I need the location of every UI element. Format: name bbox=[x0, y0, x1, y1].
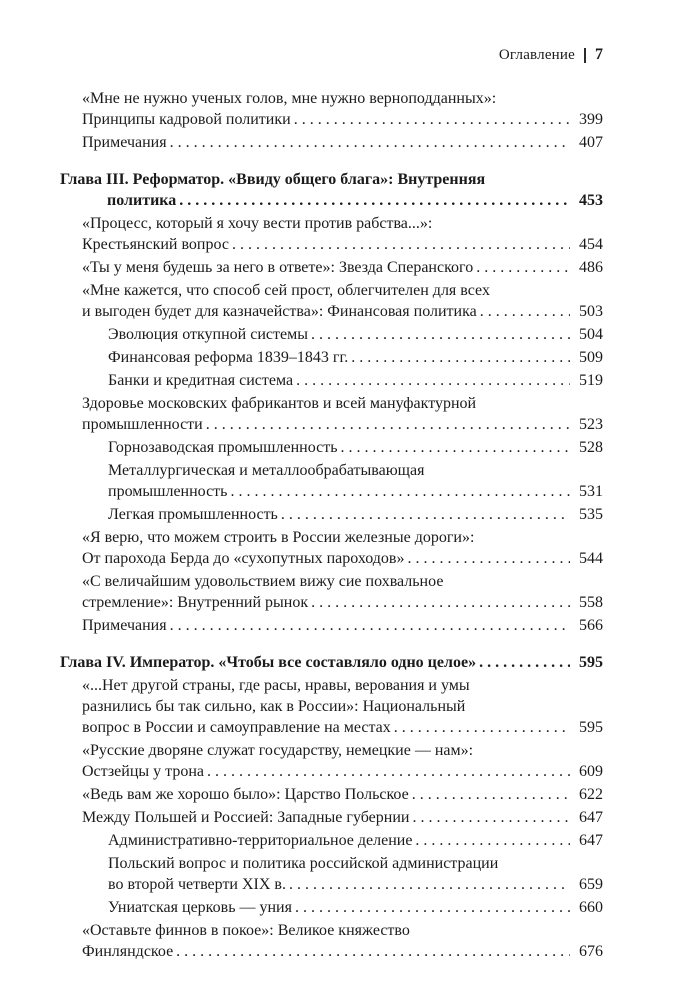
toc-entry bbox=[108, 347, 603, 368]
toc-entry-text: Примечания bbox=[82, 617, 167, 634]
toc-entry bbox=[108, 504, 603, 525]
toc-line bbox=[82, 615, 603, 636]
toc-entry-text: «С величайшим удовольствием вижу сие похвальное bbox=[82, 573, 444, 590]
toc-page-number: 519 bbox=[579, 372, 603, 389]
page-header bbox=[60, 46, 603, 64]
toc-entry-text: «Русские дворяне служат государству, немецкие — нам»: bbox=[82, 742, 474, 759]
toc-line bbox=[60, 169, 603, 190]
toc-dot-leader bbox=[232, 234, 570, 255]
toc-page-number: 523 bbox=[579, 416, 603, 433]
toc-entry-text: Эволюция откупной системы bbox=[108, 326, 308, 343]
toc-dot-leader bbox=[311, 592, 570, 613]
toc-line bbox=[108, 481, 603, 502]
toc-entry-text: Металлургическая и металлообрабатывающая bbox=[108, 462, 425, 479]
toc-entry-text: Униатская церковь — уния bbox=[108, 899, 292, 916]
toc-page-number: 399 bbox=[579, 111, 603, 128]
toc-line bbox=[108, 830, 603, 851]
toc-line bbox=[82, 548, 603, 569]
toc-entry-text: вопрос в России и самоуправление на местах bbox=[82, 719, 391, 736]
toc-page-number: 676 bbox=[579, 943, 603, 960]
toc-page-number: 486 bbox=[579, 259, 603, 276]
toc-entry-text: политика bbox=[107, 192, 177, 209]
toc-entry-text: «Мне не нужно ученых голов, мне нужно верноподданных»: bbox=[82, 90, 497, 107]
toc-entry bbox=[108, 437, 603, 458]
toc-page-number: 566 bbox=[579, 617, 603, 634]
toc-page-number: 660 bbox=[579, 899, 603, 916]
toc-line bbox=[108, 897, 603, 918]
toc-line bbox=[82, 280, 603, 301]
toc-entry-text: Между Польшей и Россией: Западные губернии bbox=[82, 809, 410, 826]
toc-line bbox=[82, 571, 603, 592]
toc-entry bbox=[82, 280, 603, 322]
toc-dot-leader bbox=[415, 830, 570, 851]
toc-line bbox=[82, 257, 603, 278]
toc-dot-leader bbox=[480, 301, 570, 322]
toc-page-number: 659 bbox=[579, 876, 603, 893]
toc-dot-leader bbox=[176, 941, 570, 962]
toc-entry-text: Здоровье московских фабрикантов и всей мануфактурной bbox=[82, 395, 477, 412]
toc-entry-text: Примечания bbox=[82, 134, 167, 151]
toc-entry bbox=[82, 88, 603, 130]
toc-entry bbox=[82, 807, 603, 828]
toc-entry-text: «...Нет другой страны, где расы, нравы, верования и умы bbox=[82, 677, 470, 694]
toc-line bbox=[108, 853, 603, 874]
toc-line bbox=[82, 88, 603, 109]
toc-line bbox=[82, 784, 603, 805]
toc-dot-leader bbox=[289, 874, 570, 895]
toc-dot-leader bbox=[351, 347, 570, 368]
toc-line bbox=[82, 717, 603, 738]
toc-entry-text: Горнозаводская промышленность bbox=[108, 439, 338, 456]
toc-dot-leader bbox=[294, 109, 570, 130]
toc-entry-text: разнились бы так сильно, как в России»: Национальный bbox=[82, 698, 466, 715]
toc-dot-leader bbox=[230, 481, 570, 502]
toc-dot-leader bbox=[170, 132, 570, 153]
toc-line bbox=[82, 109, 603, 130]
toc-line bbox=[82, 301, 603, 322]
toc-dot-leader bbox=[207, 761, 570, 782]
toc-dot-leader bbox=[479, 652, 570, 673]
toc-dot-leader bbox=[412, 807, 570, 828]
toc-entry bbox=[82, 920, 603, 962]
toc-entry bbox=[108, 830, 603, 851]
toc-entry-text: Крестьянский вопрос bbox=[82, 236, 229, 253]
toc-entry-text: «Процесс, который я хочу вести против рабства...»: bbox=[82, 215, 433, 232]
toc-entry bbox=[82, 740, 603, 782]
toc-page-number: 595 bbox=[579, 719, 603, 736]
toc-entry-text: «Оставьте финнов в покое»: Великое княжество bbox=[82, 922, 410, 939]
table-of-contents bbox=[60, 88, 603, 962]
toc-entry-text: и выгоден будет для казначейства»: Финансовая политика bbox=[82, 303, 477, 320]
toc-entry-text: промышленность bbox=[108, 483, 228, 500]
toc-line bbox=[82, 234, 603, 255]
toc-line bbox=[82, 592, 603, 613]
toc-line bbox=[60, 652, 603, 673]
toc-page-number: 622 bbox=[579, 786, 603, 803]
toc-entry bbox=[82, 257, 603, 278]
toc-line bbox=[108, 460, 603, 481]
toc-page-number: 407 bbox=[579, 134, 603, 151]
toc-dot-leader bbox=[407, 548, 570, 569]
toc-entry bbox=[82, 675, 603, 738]
toc-line bbox=[82, 696, 603, 717]
header-divider bbox=[584, 48, 586, 63]
toc-entry-text: Финляндское bbox=[82, 943, 174, 960]
toc-dot-leader bbox=[341, 437, 571, 458]
toc-entry-text: «Мне кажется, что способ сей прост, облегчителен для всех bbox=[82, 282, 490, 299]
toc-entry-text: стремление»: Внутренний рынок bbox=[82, 594, 309, 611]
toc-dot-leader bbox=[206, 414, 570, 435]
toc-entry bbox=[82, 571, 603, 613]
toc-entry-text: От парохода Берда до «сухопутных пароходов» bbox=[82, 550, 405, 567]
toc-entry bbox=[82, 132, 603, 153]
toc-dot-leader bbox=[170, 615, 570, 636]
toc-entry-text: Административно-территориальное деление bbox=[108, 832, 413, 849]
toc-page-number: 558 bbox=[579, 594, 603, 611]
page-header-number: 7 bbox=[595, 46, 603, 63]
toc-entry bbox=[108, 897, 603, 918]
toc-line bbox=[108, 347, 603, 368]
toc-entry-text: «Ведь вам же хорошо было»: Царство Польское bbox=[82, 786, 409, 803]
toc-line bbox=[82, 740, 603, 761]
toc-chapter-entry bbox=[60, 652, 603, 673]
toc-line bbox=[60, 190, 603, 211]
toc-entry-text: Банки и кредитная система bbox=[108, 372, 294, 389]
toc-line bbox=[82, 675, 603, 696]
toc-entry bbox=[82, 784, 603, 805]
toc-line bbox=[108, 370, 603, 391]
toc-line bbox=[82, 941, 603, 962]
toc-dot-leader bbox=[281, 504, 570, 525]
toc-line bbox=[82, 527, 603, 548]
toc-page-number: 528 bbox=[579, 439, 603, 456]
toc-page-number: 647 bbox=[579, 832, 603, 849]
toc-page-number: 595 bbox=[579, 654, 603, 671]
toc-line bbox=[82, 807, 603, 828]
toc-dot-leader bbox=[179, 190, 570, 211]
toc-entry bbox=[82, 615, 603, 636]
toc-dot-leader bbox=[311, 324, 570, 345]
toc-line bbox=[82, 414, 603, 435]
toc-dot-leader bbox=[394, 717, 570, 738]
toc-entry-text: «Ты у меня будешь за него в ответе»: Звезда Сперанского bbox=[82, 259, 474, 276]
toc-line bbox=[108, 324, 603, 345]
toc-entry bbox=[108, 370, 603, 391]
toc-page-number: 504 bbox=[579, 326, 603, 343]
toc-entry-text: во второй четверти XIX в. bbox=[108, 876, 286, 893]
toc-page-number: 609 bbox=[579, 763, 603, 780]
toc-entry-text: Глава IV. Император. «Чтобы все составляло одно целое» bbox=[60, 654, 477, 671]
toc-entry-text: Принципы кадровой политики bbox=[82, 111, 291, 128]
toc-line bbox=[82, 920, 603, 941]
toc-entry-text: Финансовая реформа 1839–1843 гг. bbox=[108, 349, 349, 366]
toc-entry bbox=[108, 460, 603, 502]
toc-entry-text: «Я верю, что можем строить в России железные дороги»: bbox=[82, 529, 475, 546]
toc-line bbox=[82, 761, 603, 782]
toc-page-number: 531 bbox=[579, 483, 603, 500]
toc-dot-leader bbox=[412, 784, 570, 805]
toc-entry-text: промышленности bbox=[82, 416, 203, 433]
toc-entry bbox=[108, 324, 603, 345]
toc-page-number: 454 bbox=[579, 236, 603, 253]
toc-entry bbox=[82, 527, 603, 569]
toc-line bbox=[108, 437, 603, 458]
toc-entry-text: Легкая промышленность bbox=[108, 506, 278, 523]
toc-page-number: 544 bbox=[579, 550, 603, 567]
toc-page-number: 509 bbox=[579, 349, 603, 366]
toc-line bbox=[82, 393, 603, 414]
toc-page-number: 453 bbox=[579, 192, 603, 209]
toc-chapter-entry bbox=[60, 169, 603, 211]
toc-entry bbox=[82, 213, 603, 255]
toc-entry-text: Польский вопрос и политика российской администрации bbox=[108, 855, 499, 872]
toc-line bbox=[108, 504, 603, 525]
toc-line bbox=[108, 874, 603, 895]
toc-line bbox=[82, 132, 603, 153]
toc-page-number: 535 bbox=[579, 506, 603, 523]
toc-dot-leader bbox=[476, 257, 570, 278]
toc-line bbox=[82, 213, 603, 234]
toc-page-number: 647 bbox=[579, 809, 603, 826]
toc-dot-leader bbox=[295, 897, 570, 918]
toc-page-number: 503 bbox=[579, 303, 603, 320]
toc-entry-text: Глава III. Реформатор. «Ввиду общего блага»: Внутренняя bbox=[60, 171, 486, 188]
toc-entry bbox=[82, 393, 603, 435]
toc-entry-text: Остзейцы у трона bbox=[82, 763, 204, 780]
toc-dot-leader bbox=[296, 370, 570, 391]
toc-entry bbox=[108, 853, 603, 895]
page-header-title: Оглавление bbox=[498, 46, 575, 63]
